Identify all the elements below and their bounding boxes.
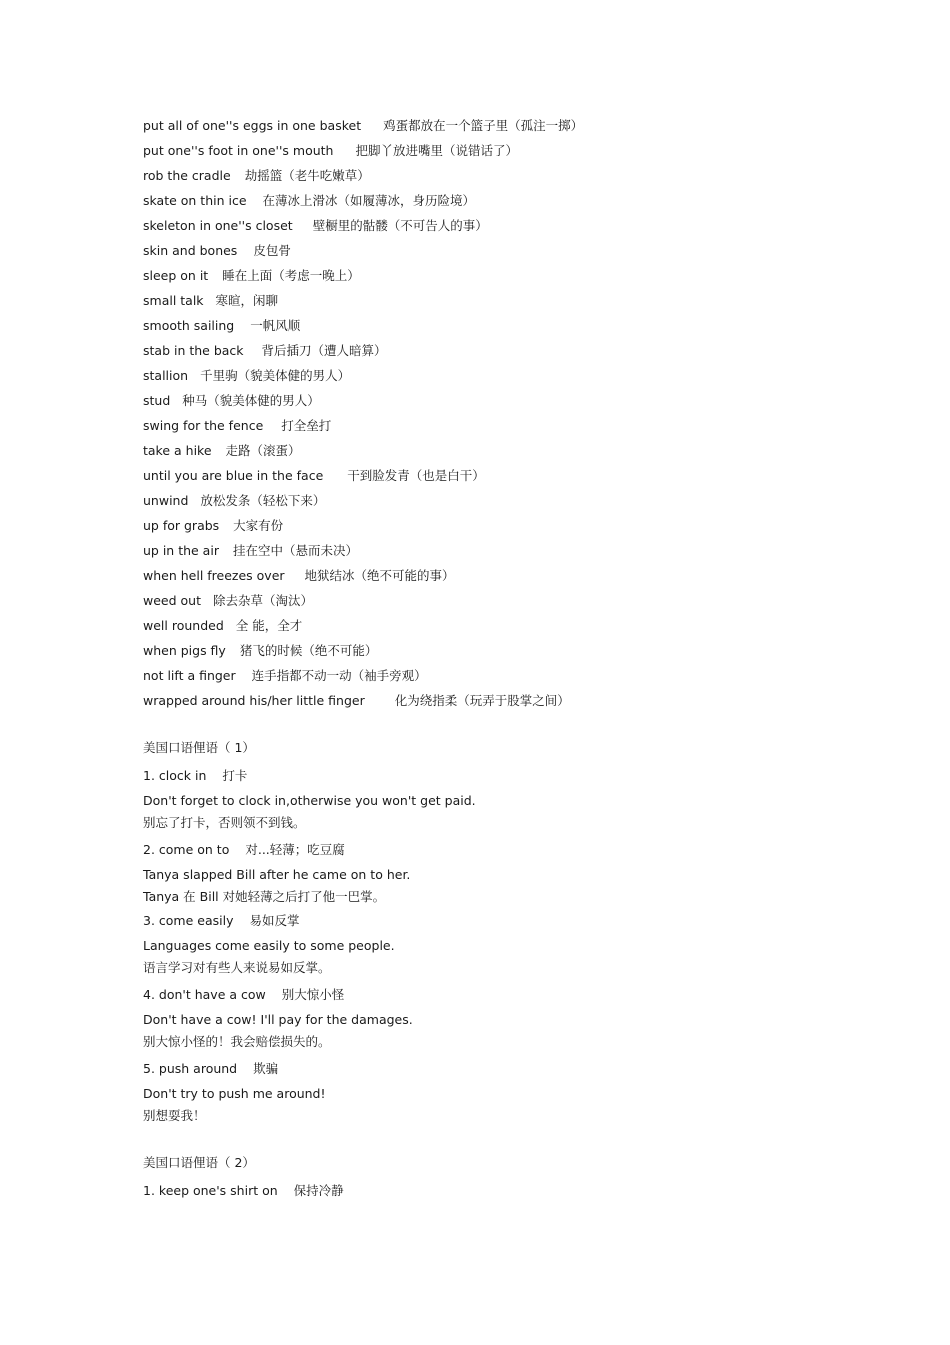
idiom-chinese: 背后插刀（遭人暗算） bbox=[261, 343, 387, 358]
idiom-english: wrapped around his/her little finger bbox=[143, 693, 365, 708]
list-item bbox=[143, 468, 903, 493]
list-item bbox=[143, 243, 903, 268]
slang-meaning: 欺骗 bbox=[253, 1061, 279, 1076]
list-item bbox=[143, 668, 903, 693]
idiom-english: put one''s foot in one''s mouth bbox=[143, 143, 334, 158]
list-item bbox=[143, 293, 903, 318]
idiom-english: rob the cradle bbox=[143, 168, 231, 183]
idiom-english: stallion bbox=[143, 368, 189, 383]
list-item bbox=[143, 118, 903, 143]
idiom-english: smooth sailing bbox=[143, 318, 235, 333]
idiom-chinese: 放松发条（轻松下来） bbox=[200, 493, 326, 508]
list-item bbox=[143, 643, 903, 668]
idiom-english: well rounded bbox=[143, 618, 224, 633]
idiom-chinese: 挂在空中（悬而未决） bbox=[232, 543, 358, 558]
list-item bbox=[143, 593, 903, 618]
idiom-chinese: 把脚丫放进嘴里（说错话了） bbox=[355, 143, 518, 158]
example-translation: 别忘了打卡，否则领不到钱。 bbox=[143, 815, 306, 830]
slang-meaning: 别大惊小怪 bbox=[281, 987, 345, 1002]
idiom-english: not lift a finger bbox=[143, 668, 236, 683]
list-item bbox=[143, 443, 903, 468]
example-translation: 别大惊小怪的！我会赔偿损失的。 bbox=[143, 1034, 331, 1049]
slang-term: 3. come easily bbox=[143, 913, 234, 928]
idiom-chinese: 皮包骨 bbox=[253, 243, 291, 258]
idiom-english: take a hike bbox=[143, 443, 212, 458]
idiom-chinese: 打全垒打 bbox=[281, 418, 332, 433]
section-title: 美国口语俚语（ 1） bbox=[143, 740, 255, 755]
slang-term: 2. come on to bbox=[143, 842, 230, 857]
slang-item-heading bbox=[143, 768, 903, 793]
slang-term: 5. push around bbox=[143, 1061, 238, 1076]
list-item bbox=[143, 143, 903, 168]
idiom-chinese: 鸡蛋都放在一个篮子里（孤注一掷） bbox=[383, 118, 584, 133]
idiom-chinese: 睡在上面（考虑一晚上） bbox=[222, 268, 360, 283]
slang-term: 1. clock in bbox=[143, 768, 207, 783]
idiom-english: stud bbox=[143, 393, 171, 408]
list-item bbox=[143, 218, 903, 243]
idiom-chinese: 种马（貌美体健的男人） bbox=[182, 393, 320, 408]
list-item bbox=[143, 268, 903, 293]
idiom-chinese: 全 能，全才 bbox=[235, 618, 303, 633]
slang-term: 1. keep one's shirt on bbox=[143, 1183, 278, 1198]
example-translation: 别想耍我！ bbox=[143, 1108, 206, 1123]
slang-item-heading bbox=[143, 1061, 903, 1086]
example-translation: Tanya 在 Bill 对她轻薄之后打了他一巴掌。 bbox=[143, 889, 386, 904]
idiom-chinese: 壁橱里的骷髅（不可告人的事） bbox=[312, 218, 488, 233]
idiom-english: up in the air bbox=[143, 543, 219, 558]
list-item bbox=[143, 193, 903, 218]
idiom-english: when pigs fly bbox=[143, 643, 226, 658]
slang-section-2 bbox=[143, 1155, 903, 1208]
idiom-english: stab in the back bbox=[143, 343, 244, 358]
example-sentence: Don't have a cow! I'll pay for the damages. bbox=[143, 1012, 413, 1027]
idiom-english: small talk bbox=[143, 293, 204, 308]
idiom-english: until you are blue in the face bbox=[143, 468, 324, 483]
list-item bbox=[143, 418, 903, 443]
example-translation: 语言学习对有些人来说易如反掌。 bbox=[143, 960, 331, 975]
slang-section-1 bbox=[143, 740, 903, 1135]
slang-item-heading bbox=[143, 1183, 903, 1208]
idiom-english: skeleton in one''s closet bbox=[143, 218, 293, 233]
list-item bbox=[143, 618, 903, 643]
idiom-english: up for grabs bbox=[143, 518, 220, 533]
section-title: 美国口语俚语（ 2） bbox=[143, 1155, 255, 1170]
idiom-chinese: 在薄冰上滑冰（如履薄冰，身历险境） bbox=[262, 193, 476, 208]
list-item bbox=[143, 518, 903, 543]
idiom-english: weed out bbox=[143, 593, 201, 608]
idiom-english: sleep on it bbox=[143, 268, 209, 283]
idiom-chinese: 地狱结冰（绝不可能的事） bbox=[304, 568, 455, 583]
list-item bbox=[143, 693, 903, 718]
idiom-list bbox=[143, 118, 903, 718]
idiom-english: swing for the fence bbox=[143, 418, 264, 433]
example-sentence: Don't forget to clock in,otherwise you won't get paid. bbox=[143, 793, 476, 808]
idiom-chinese: 干到脸发青（也是白干） bbox=[347, 468, 485, 483]
idiom-english: put all of one''s eggs in one basket bbox=[143, 118, 362, 133]
idiom-chinese: 走路（滚蛋） bbox=[225, 443, 301, 458]
list-item bbox=[143, 343, 903, 368]
idiom-english: skate on thin ice bbox=[143, 193, 247, 208]
example-sentence: Languages come easily to some people. bbox=[143, 938, 395, 953]
slang-item-heading bbox=[143, 987, 903, 1012]
slang-item-heading bbox=[143, 842, 903, 867]
idiom-chinese: 千里驹（貌美体健的男人） bbox=[200, 368, 351, 383]
slang-meaning: 易如反掌 bbox=[249, 913, 300, 928]
idiom-chinese: 一帆风顺 bbox=[250, 318, 301, 333]
idiom-chinese: 寒暄，闲聊 bbox=[215, 293, 279, 308]
idiom-chinese: 除去杂草（淘汰） bbox=[212, 593, 313, 608]
list-item bbox=[143, 568, 903, 593]
example-sentence: Don't try to push me around! bbox=[143, 1086, 326, 1101]
list-item bbox=[143, 368, 903, 393]
idiom-chinese: 猪飞的时候（绝不可能） bbox=[239, 643, 378, 658]
slang-term: 4. don't have a cow bbox=[143, 987, 266, 1002]
list-item bbox=[143, 318, 903, 343]
list-item bbox=[143, 168, 903, 193]
idiom-chinese: 化为绕指柔（玩弄于股掌之间） bbox=[394, 693, 570, 708]
list-item bbox=[143, 493, 903, 518]
idiom-english: unwind bbox=[143, 493, 189, 508]
slang-meaning: 保持冷静 bbox=[293, 1183, 344, 1198]
slang-meaning: 打卡 bbox=[222, 768, 248, 783]
idiom-english: when hell freezes over bbox=[143, 568, 285, 583]
list-item bbox=[143, 393, 903, 418]
idiom-chinese: 大家有份 bbox=[233, 518, 284, 533]
example-sentence: Tanya slapped Bill after he came on to her. bbox=[143, 867, 411, 882]
idiom-chinese: 连手指都不动一动（袖手旁观） bbox=[251, 668, 427, 683]
idiom-chinese: 劫摇篮（老牛吃嫩草） bbox=[244, 168, 370, 183]
list-item bbox=[143, 543, 903, 568]
slang-meaning: 对...轻薄；吃豆腐 bbox=[245, 842, 345, 857]
idiom-english: skin and bones bbox=[143, 243, 238, 258]
document-page bbox=[143, 118, 903, 1208]
slang-item-heading bbox=[143, 913, 903, 938]
